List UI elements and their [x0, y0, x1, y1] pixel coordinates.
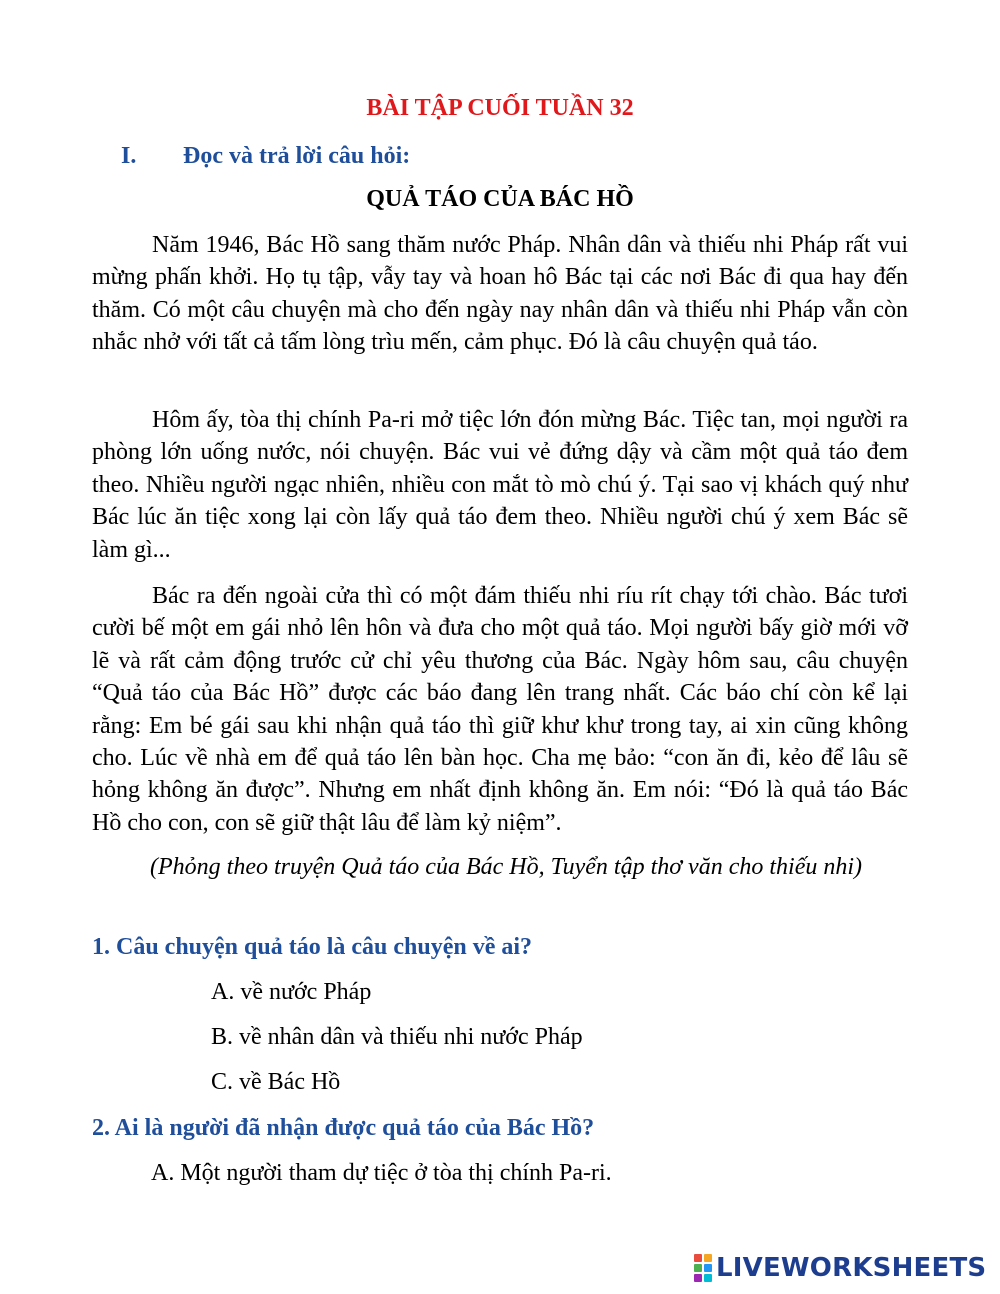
question-2-option-a[interactable]: A. Một người tham dự tiệc ở tòa thị chính Pa-ri.: [151, 1160, 612, 1186]
logo-square: [704, 1274, 712, 1282]
question-1-option-b[interactable]: B. về nhân dân và thiếu nhi nước Pháp: [211, 1024, 583, 1050]
liveworksheets-brand: [694, 1253, 986, 1283]
brand-name: LIVEWORKSHEETS: [716, 1253, 987, 1283]
question-1-option-c[interactable]: C. về Bác Hồ: [211, 1069, 341, 1095]
section-number: I.: [121, 143, 137, 169]
logo-square: [704, 1264, 712, 1272]
question-1: 1. Câu chuyện quả táo là câu chuyện về ai?: [92, 934, 533, 960]
question-2: 2. Ai là người đã nhận được quả táo của Bác Hồ?: [92, 1115, 595, 1141]
page-title: BÀI TẬP CUỐI TUẦN 32: [366, 95, 634, 121]
logo-square: [694, 1274, 702, 1282]
logo-square: [704, 1254, 712, 1262]
story-paragraph: Hôm ấy, tòa thị chính Pa-ri mở tiệc lớn đón mừng Bác. Tiệc tan, mọi người ra phòng lớn uống nước, nói chuyện. Bác vui vẻ đứng dậy và cầm một quả táo đem theo. Nhiều người ngạc nhiên, nhiều con mắt tò mò chú ý. Tại sao vị khách quý như Bác lúc ăn tiệc xong lại còn lấy quả táo đem theo. Nhiều người chú ý xem Bác sẽ làm gì...: [92, 407, 908, 563]
logo-square: [694, 1264, 702, 1272]
section-heading: [121, 140, 410, 172]
story-paragraph: Năm 1946, Bác Hồ sang thăm nước Pháp. Nhân dân và thiếu nhi Pháp rất vui mừng phấn khởi. Họ tụ tập, vẫy tay và hoan hô Bác tại các nơi Bác đi qua hay đến thăm. Có một câu chuyện mà cho đến ngày nay nhân dân và thiếu nhi Pháp vẫn còn nhắc nhở với tất cả tấm lòng trìu mến, cảm phục. Đó là câu chuyện quả táo.: [92, 232, 908, 356]
story-source: (Phỏng theo truyện Quả táo của Bác Hồ, Tuyển tập thơ văn cho thiếu nhi): [150, 854, 863, 880]
question-1-option-a[interactable]: A. về nước Pháp: [211, 979, 372, 1005]
section-label: Đọc và trả lời câu hỏi:: [183, 143, 411, 169]
logo-square: [694, 1254, 702, 1262]
story-title: QUẢ TÁO CỦA BÁC HỒ: [366, 186, 634, 212]
story-paragraph: Bác ra đến ngoài cửa thì có một đám thiếu nhi ríu rít chạy tới chào. Bác tươi cười bế một em gái nhỏ lên hôn và đưa cho một quả táo. Mọi người bấy giờ mới vỡ lẽ và rất cảm động trước cử chỉ yêu thương của Bác. Ngày hôm sau, câu chuyện “Quả táo của Bác Hồ” được các báo đang lên trang nhất. Các báo chí còn kể lại rằng: Em bé gái sau khi nhận quả táo thì giữ khư khư trong tay, ai xin cũng không cho. Lúc về nhà em để quả táo lên bàn học. Cha mẹ bảo: “con ăn đi, kẻo để lâu sẽ hỏng không ăn được”. Nhưng em nhất định không ăn. Em nói: “Đó là quả táo Bác Hồ cho con, con sẽ giữ thật lâu để làm kỷ niệm”.: [92, 583, 908, 836]
liveworksheets-logo-icon: [694, 1254, 712, 1282]
